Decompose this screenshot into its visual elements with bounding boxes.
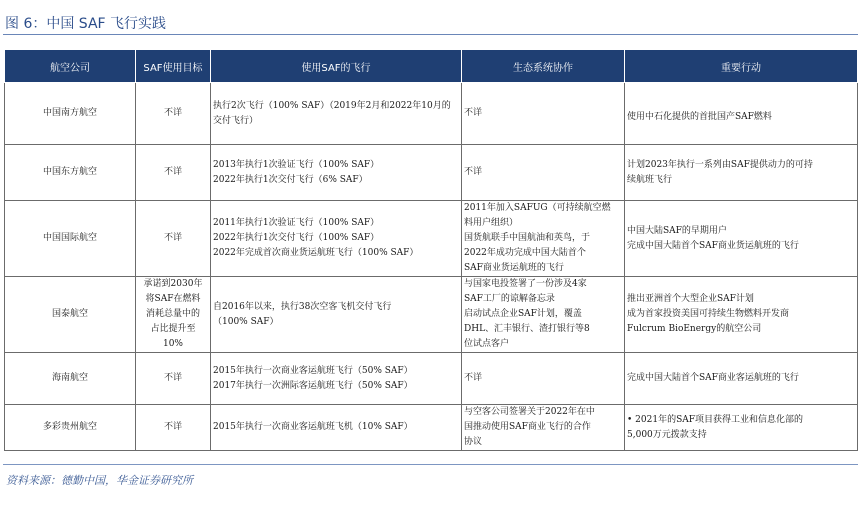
- flights-line: 2015年执行一次商业客运航班飞机（10% SAF）: [213, 422, 413, 432]
- target-cell: [136, 405, 211, 451]
- ecosystem-line: DHL、汇丰银行、渣打银行等8: [464, 324, 590, 334]
- table-row: [5, 353, 858, 405]
- title-divider: [3, 34, 858, 35]
- table-row: [5, 201, 858, 277]
- ecosystem-line: 国货航联手中国航油和英鸟，于: [464, 233, 591, 243]
- ecosystem-line: 2011年加入SAFUG（可持续航空燃: [464, 203, 611, 213]
- flights-cell: [211, 353, 462, 405]
- header-saf-flights: 使用SAF的飞行: [211, 50, 462, 83]
- actions-line: 成为首家投资美国可持续生物燃料开发商: [627, 309, 790, 319]
- flights-line: 交付飞行）: [213, 115, 259, 126]
- actions-line: 推出亚洲首个大型企业SAF计划: [627, 294, 754, 304]
- header-ecosystem: 生态系统协作: [462, 50, 625, 83]
- ecosystem-line: 料用户组织）: [464, 218, 519, 228]
- target-line: 不详: [163, 167, 182, 177]
- target-line: 不详: [163, 108, 182, 118]
- actions-line: 完成中国大陆首个SAF商业货运航班的飞行: [627, 240, 799, 251]
- ecosystem-line: 不详: [464, 108, 483, 118]
- target-line: 不详: [163, 422, 182, 432]
- target-line: 承诺到2030年: [143, 279, 203, 289]
- ecosystem-cell: [462, 277, 625, 353]
- flights-line: 2022年完成首次商业货运航班飞行（100% SAF）: [213, 248, 419, 258]
- ecosystem-line: 不详: [464, 373, 483, 383]
- ecosystem-line: 不详: [464, 167, 483, 177]
- header-key-actions: 重要行动: [625, 50, 858, 83]
- ecosystem-cell: [462, 145, 625, 201]
- actions-cell: [625, 145, 858, 201]
- airline-cell: 中国南方航空: [5, 83, 136, 145]
- table-row: [5, 405, 858, 451]
- flights-line: 自2016年以来，执行38次空客飞机交付飞行: [213, 301, 392, 312]
- target-line: 不详: [163, 373, 182, 383]
- ecosystem-line: 启动试点企业SAF计划，覆盖: [464, 309, 582, 319]
- ecosystem-line: 与空客公司签署关于2022年在中: [464, 407, 595, 417]
- actions-line: 完成中国大陆首个SAF商业客运航班的飞行: [627, 373, 799, 383]
- header-airline: 航空公司: [5, 50, 136, 83]
- ecosystem-cell: [462, 201, 625, 277]
- ecosystem-line: SAF商业货运航班的飞行: [464, 263, 564, 273]
- table-header-row: [5, 50, 858, 83]
- header-saf-target: SAF使用目标: [136, 50, 211, 83]
- table-row: [5, 145, 858, 201]
- flights-cell: [211, 201, 462, 277]
- flights-line: 2015年执行一次商业客运航班飞行（50% SAF）: [213, 365, 413, 376]
- ecosystem-cell: [462, 405, 625, 451]
- flights-line: 执行2次飞行（100% SAF）（2019年2月和2022年10月的: [213, 100, 451, 111]
- ecosystem-line: 2022年成功完成中国大陆首个: [464, 248, 586, 258]
- actions-cell: [625, 83, 858, 145]
- table-row: [5, 83, 858, 145]
- flights-cell: [211, 277, 462, 353]
- flights-line: （100% SAF）: [213, 316, 279, 327]
- target-line: 占比提升至: [150, 324, 196, 334]
- flights-cell: [211, 83, 462, 145]
- airline-cell: 国泰航空: [5, 277, 136, 353]
- airline-cell: 中国国际航空: [5, 201, 136, 277]
- actions-cell: [625, 353, 858, 405]
- actions-line: 计划2023年执行一系列由SAF提供动力的可持: [627, 159, 813, 170]
- table-row: [5, 277, 858, 353]
- actions-line: 续航班飞行: [627, 174, 673, 185]
- flights-line: 2022年执行1次交付飞行（100% SAF）: [213, 233, 380, 243]
- ecosystem-line: 位试点客户: [464, 339, 510, 349]
- target-cell: [136, 145, 211, 201]
- flights-line: 2013年执行1次验证飞行（100% SAF）: [213, 159, 380, 170]
- ecosystem-line: SAF工厂的谅解备忘录: [464, 294, 555, 304]
- actions-line: Fulcrum BioEnergy的航空公司: [627, 324, 762, 334]
- airline-cell: 多彩贵州航空: [5, 405, 136, 451]
- target-line: 将SAF在燃料: [145, 294, 201, 304]
- actions-line: 5,000万元拨款支持: [627, 429, 707, 440]
- target-cell: [136, 277, 211, 353]
- actions-cell: [625, 405, 858, 451]
- flights-cell: [211, 145, 462, 201]
- actions-cell: [625, 201, 858, 277]
- airline-cell: 中国东方航空: [5, 145, 136, 201]
- target-cell: [136, 353, 211, 405]
- figure-title: 图 6：中国 SAF 飞行实践: [5, 16, 167, 32]
- source-note: 资料来源：德勤中国，华金证券研究所: [6, 474, 193, 487]
- actions-line: 中国大陆SAF的早期用户: [627, 225, 727, 236]
- target-line: 10%: [162, 339, 183, 349]
- target-line: 消耗总量中的: [145, 309, 200, 319]
- actions-line: 使用中石化提供的首批国产SAF燃料: [627, 112, 772, 122]
- airline-cell: 海南航空: [5, 353, 136, 405]
- flights-cell: [211, 405, 462, 451]
- flights-line: 2022年执行1次交付飞行（6% SAF）: [213, 174, 368, 185]
- actions-cell: [625, 277, 858, 353]
- ecosystem-cell: [462, 353, 625, 405]
- ecosystem-line: 与国家电投签署了一份涉及4家: [464, 279, 587, 289]
- target-line: 不详: [163, 233, 182, 243]
- target-cell: [136, 83, 211, 145]
- actions-line: • 2021年的SAF项目获得工业和信息化部的: [627, 414, 803, 425]
- saf-practice-table: [4, 49, 858, 451]
- ecosystem-cell: [462, 83, 625, 145]
- source-divider: [3, 464, 858, 465]
- target-cell: [136, 201, 211, 277]
- flights-line: 2011年执行1次验证飞行（100% SAF）: [213, 218, 380, 228]
- ecosystem-line: 协议: [464, 437, 483, 447]
- ecosystem-line: 国推动使用SAF商业飞行的合作: [464, 422, 591, 432]
- flights-line: 2017年执行一次洲际客运航班飞行（50% SAF）: [213, 380, 413, 391]
